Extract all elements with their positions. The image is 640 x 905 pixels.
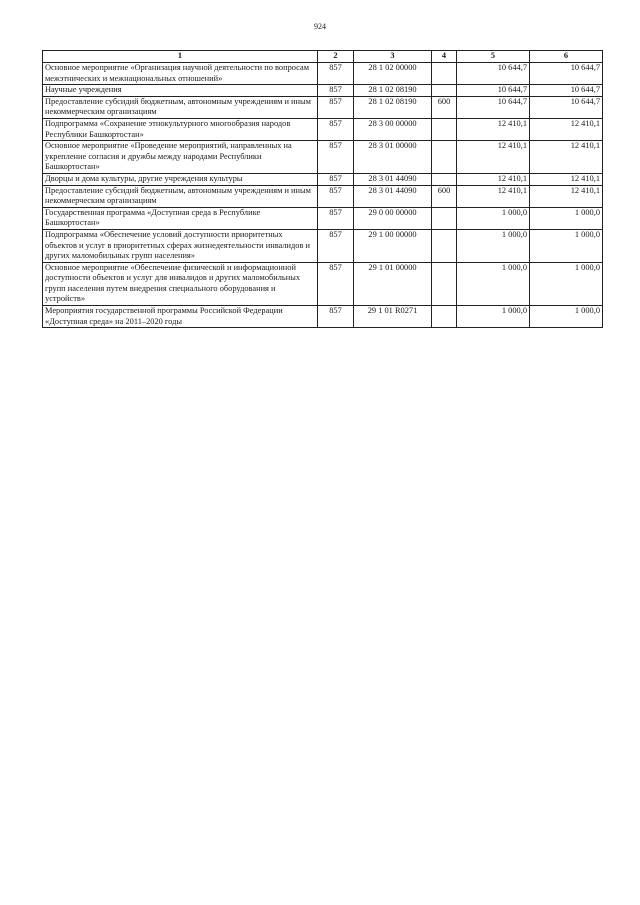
page-number: 924 — [314, 22, 326, 31]
row-admin-code: 857 — [318, 118, 354, 140]
table-row — [43, 262, 603, 305]
row-csr-code: 28 3 00 00000 — [354, 118, 432, 140]
row-amount-2: 10 644,7 — [530, 85, 603, 97]
row-amount-2: 12 410,1 — [530, 185, 603, 207]
row-vr-code — [432, 173, 457, 185]
table-row — [43, 141, 603, 174]
row-admin-code: 857 — [318, 85, 354, 97]
table-row — [43, 173, 603, 185]
row-vr-code — [432, 207, 457, 229]
row-vr-code — [432, 85, 457, 97]
row-amount-2: 1 000,0 — [530, 306, 603, 328]
row-vr-code — [432, 262, 457, 305]
row-amount-1: 1 000,0 — [457, 207, 530, 229]
row-name: Основное мероприятие «Организация научной деятельности по вопросам межэтнических и межнациональных отношений» — [43, 63, 318, 85]
table-row — [43, 185, 603, 207]
table-row — [43, 118, 603, 140]
row-vr-code — [432, 118, 457, 140]
row-csr-code: 28 3 01 44090 — [354, 185, 432, 207]
row-name: Подпрограмма «Обеспечение условий доступности приоритетных объектов и услуг в приоритетных сферах жизнедеятельности инвалидов и других маломобильных групп населения» — [43, 229, 318, 262]
table-row — [43, 63, 603, 85]
row-admin-code: 857 — [318, 141, 354, 174]
row-name: Предоставление субсидий бюджетным, автономным учреждениям и иным некоммерческим организациям — [43, 185, 318, 207]
row-amount-2: 12 410,1 — [530, 173, 603, 185]
row-admin-code: 857 — [318, 262, 354, 305]
row-name: Мероприятия государственной программы Российской Федерации «Доступная среда» на 2011–2020 годы — [43, 306, 318, 328]
row-amount-2: 10 644,7 — [530, 96, 603, 118]
table-row — [43, 85, 603, 97]
row-amount-1: 10 644,7 — [457, 85, 530, 97]
table-body — [43, 63, 603, 328]
header-row — [43, 51, 603, 63]
row-admin-code: 857 — [318, 207, 354, 229]
row-csr-code: 28 3 01 44090 — [354, 173, 432, 185]
row-name: Дворцы и дома культуры, другие учреждения культуры — [43, 173, 318, 185]
table-row — [43, 306, 603, 328]
row-amount-1: 1 000,0 — [457, 306, 530, 328]
row-csr-code: 28 1 02 08190 — [354, 96, 432, 118]
column-header-sum1: 5 — [457, 51, 530, 63]
row-vr-code — [432, 141, 457, 174]
row-name: Подпрограмма «Сохранение этнокультурного многообразия народов Республики Башкортостан» — [43, 118, 318, 140]
row-admin-code: 857 — [318, 229, 354, 262]
row-csr-code: 29 0 00 00000 — [354, 207, 432, 229]
row-vr-code — [432, 229, 457, 262]
table-row — [43, 229, 603, 262]
row-csr-code: 29 1 01 00000 — [354, 262, 432, 305]
row-csr-code: 29 1 01 R0271 — [354, 306, 432, 328]
row-name: Научные учреждения — [43, 85, 318, 97]
row-admin-code: 857 — [318, 185, 354, 207]
table-header — [43, 51, 603, 63]
row-csr-code: 28 1 02 08190 — [354, 85, 432, 97]
column-header-csr: 3 — [354, 51, 432, 63]
row-amount-1: 1 000,0 — [457, 262, 530, 305]
row-amount-1: 12 410,1 — [457, 185, 530, 207]
row-amount-1: 12 410,1 — [457, 118, 530, 140]
table-row — [43, 207, 603, 229]
column-header-vr: 4 — [432, 51, 457, 63]
row-admin-code: 857 — [318, 306, 354, 328]
row-amount-1: 10 644,7 — [457, 96, 530, 118]
row-name: Предоставление субсидий бюджетным, автономным учреждениям и иным некоммерческим организациям — [43, 96, 318, 118]
row-csr-code: 29 1 00 00000 — [354, 229, 432, 262]
row-admin-code: 857 — [318, 63, 354, 85]
row-admin-code: 857 — [318, 173, 354, 185]
row-csr-code: 28 1 02 00000 — [354, 63, 432, 85]
row-amount-2: 1 000,0 — [530, 229, 603, 262]
row-amount-1: 10 644,7 — [457, 63, 530, 85]
row-amount-2: 12 410,1 — [530, 118, 603, 140]
table-row — [43, 96, 603, 118]
row-amount-1: 12 410,1 — [457, 173, 530, 185]
row-amount-2: 1 000,0 — [530, 207, 603, 229]
row-csr-code: 28 3 01 00000 — [354, 141, 432, 174]
row-amount-1: 1 000,0 — [457, 229, 530, 262]
row-vr-code — [432, 306, 457, 328]
row-name: Основное мероприятие «Обеспечение физической и информационной доступности объектов и услуг для инвалидов и других маломобильных групп населения путем внедрения специального оборудования и устройств» — [43, 262, 318, 305]
row-vr-code — [432, 63, 457, 85]
column-header-name: 1 — [43, 51, 318, 63]
budget-table — [42, 50, 603, 328]
row-admin-code: 857 — [318, 96, 354, 118]
column-header-sum2: 6 — [530, 51, 603, 63]
row-amount-2: 10 644,7 — [530, 63, 603, 85]
row-amount-2: 12 410,1 — [530, 141, 603, 174]
column-header-admin: 2 — [318, 51, 354, 63]
row-name: Основное мероприятие «Проведение мероприятий, направленных на укрепление согласия и дружбы между народами Республики Башкортостан» — [43, 141, 318, 174]
row-vr-code: 600 — [432, 185, 457, 207]
row-name: Государственная программа «Доступная среда в Республике Башкортостан» — [43, 207, 318, 229]
row-amount-1: 12 410,1 — [457, 141, 530, 174]
row-amount-2: 1 000,0 — [530, 262, 603, 305]
row-vr-code: 600 — [432, 96, 457, 118]
